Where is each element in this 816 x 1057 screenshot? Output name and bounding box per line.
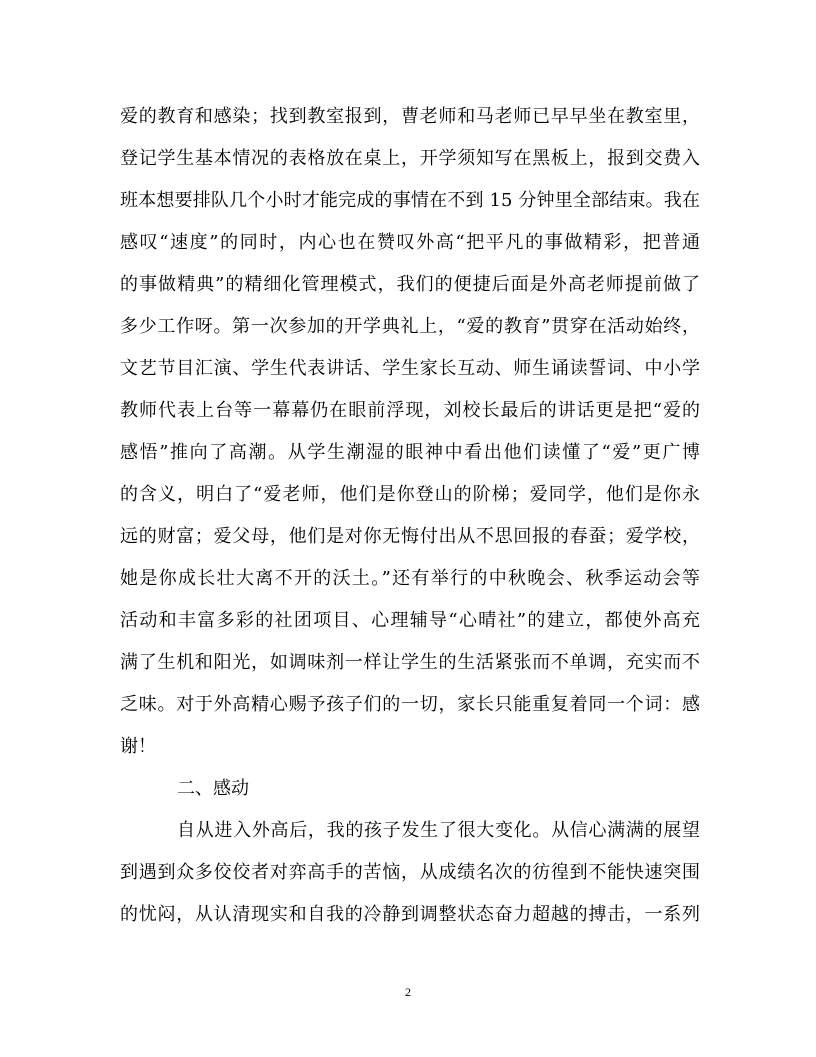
body-text-line: 爱的教育和感染；找到教室报到，曹老师和马老师已早早坐在教室里， xyxy=(120,106,700,127)
page-number: 2 xyxy=(405,985,411,999)
body-text-line: 乏味。对于外高精心赐予孩子们的一切，家长只能重复着同一个词：感 xyxy=(120,694,700,715)
body-text-line: 自从进入外高后，我的孩子发生了很大变化。从信心满满的展望 xyxy=(177,820,700,841)
body-text-line: 满了生机和阳光，如调味剂一样让学生的生活紧张而不单调，充实而不 xyxy=(120,652,700,673)
body-text-line: 活动和丰富多彩的社团项目、心理辅导“心晴社”的建立，都使外高充 xyxy=(120,610,700,631)
body-text-line: 远的财富；爱父母，他们是对你无悔付出从不思回报的春蚕；爱学校， xyxy=(120,526,700,547)
body-text-line: 感叹“速度”的同时，内心也在赞叹外高“把平凡的事做精彩，把普通 xyxy=(120,232,700,253)
body-text-line: 的忧闷，从认清现实和自我的冷静到调整状态奋力超越的搏击，一系列 xyxy=(120,904,700,925)
section-heading: 二、感动 xyxy=(177,778,249,799)
body-text-line: 登记学生基本情况的表格放在桌上，开学须知写在黑板上，报到交费入 xyxy=(120,148,700,169)
body-text-line: 教师代表上台等一幕幕仍在眼前浮现，刘校长最后的讲话更是把“爱的 xyxy=(120,400,700,421)
body-text-line: 多少工作呀。第一次参加的开学典礼上，“爱的教育”贯穿在活动始终， xyxy=(120,316,700,337)
body-text-line: 感悟”推向了高潮。从学生潮湿的眼神中看出他们读懂了“爱”更广博 xyxy=(120,442,700,463)
body-text-line: 她是你成长壮大离不开的沃土。”还有举行的中秋晚会、秋季运动会等 xyxy=(120,568,700,589)
body-text-line: 谢！ xyxy=(120,736,156,757)
body-text-line: 的事做精典”的精细化管理模式，我们的便捷后面是外高老师提前做了 xyxy=(120,274,700,295)
body-text-line: 的含义，明白了“爱老师，他们是你登山的阶梯；爱同学，他们是你永 xyxy=(120,484,700,505)
body-text-line: 到遇到众多佼佼者对弈高手的苦恼，从成绩名次的彷徨到不能快速突围 xyxy=(120,862,700,883)
body-text-line: 班本想要排队几个小时才能完成的事情在不到 15 分钟里全部结束。我在 xyxy=(120,190,700,211)
body-text-line: 文艺节目汇演、学生代表讲话、学生家长互动、师生诵读誓词、中小学 xyxy=(120,358,700,379)
